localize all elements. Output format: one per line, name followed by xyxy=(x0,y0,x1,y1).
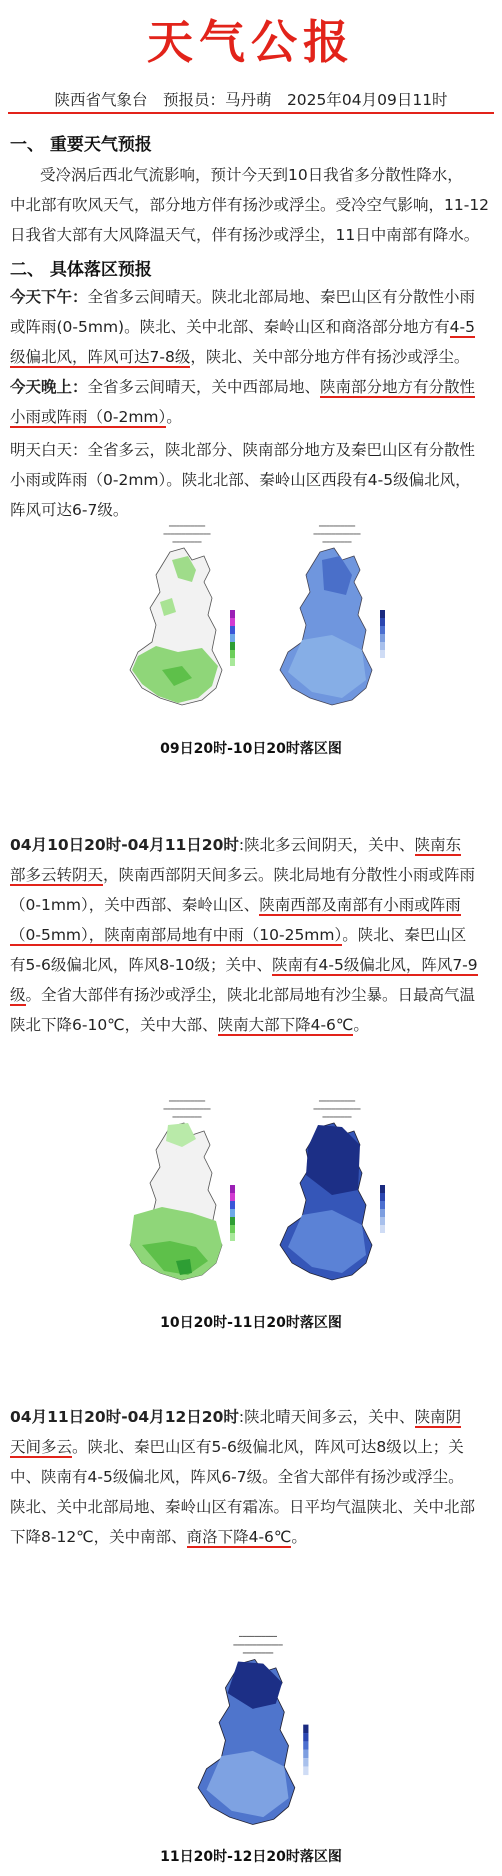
period-label: 04月11日20时-04月12日20时 xyxy=(10,1408,239,1426)
issuer-line: 陕西省气象台 预报员：马丹萌 2025年04月09日11时 xyxy=(54,91,448,109)
highlight-span: 4-5 xyxy=(449,318,475,336)
text-line: 中北部有吹风天气，部分地方伴有扬沙或浮尘。受冷空气影响，11-12 xyxy=(10,196,490,214)
text-span: 或阵雨(0-5mm)。陕北、关中北部、秦岭山区和商洛部分地方有 xyxy=(10,318,450,336)
highlight-span: 陕南大部下降4-6℃ xyxy=(217,1016,354,1034)
svg-text:━━━━━━━━━━━━━: ━━━━━━━━━━━━━ xyxy=(163,1106,211,1113)
highlight-span: 小雨或阵雨（0-2mm） xyxy=(10,408,167,426)
svg-text:━━━━━━━━━━: ━━━━━━━━━━ xyxy=(168,1098,206,1105)
highlight-span: 部多云转阴天 xyxy=(10,866,104,884)
text-line: 小雨或阵雨（0-2mm）。陕北北部、秦岭山区西段有4-5级偏北风， xyxy=(10,471,471,489)
section-heading-detail: 二、 具体落区预报 xyxy=(10,260,152,280)
text-span: :陕北晴天间多云，关中、 xyxy=(238,1408,415,1426)
highlight-span: 级 xyxy=(10,986,26,1004)
text-span: 。全省大部伴有扬沙或浮尘，陕北北部局地有沙尘暴。日最高气温 xyxy=(25,986,476,1004)
svg-text:━━━━━━━━: ━━━━━━━━ xyxy=(172,1114,202,1121)
svg-text:━━━━━━━━━━: ━━━━━━━━━━ xyxy=(318,1098,356,1105)
section-heading-key-forecast: 一、 重要天气预报 xyxy=(10,135,152,155)
svg-text:━━━━━━━━━━━━━: ━━━━━━━━━━━━━ xyxy=(313,531,361,538)
highlight-span: 陕南部分地方有分散性 xyxy=(320,378,476,396)
divider-top xyxy=(8,112,494,114)
highlight-span: （0-5mm）， xyxy=(10,926,105,944)
svg-text:━━━━━━━━━━: ━━━━━━━━━━ xyxy=(168,523,206,530)
text-span: 。 xyxy=(353,1016,369,1034)
svg-text:━━━━━━━━━━━━━: ━━━━━━━━━━━━━ xyxy=(313,1106,361,1113)
map-caption-day2: 10日20时-11日20时落区图 xyxy=(160,1315,342,1331)
text-span: 。 xyxy=(166,408,182,426)
key-forecast-text xyxy=(10,160,492,250)
period-label: 今天下午： xyxy=(10,288,88,306)
map-caption-day1: 09日20时-10日20时落区图 xyxy=(160,741,342,757)
rain-map-day2 xyxy=(112,1095,262,1290)
svg-text:━━━━━━━━━━: ━━━━━━━━━━ xyxy=(318,523,356,530)
period-label: 04月10日20时-04月11日20时 xyxy=(10,836,239,854)
wind-map-day1 xyxy=(262,520,412,715)
svg-text:━━━━━━━━: ━━━━━━━━ xyxy=(172,539,202,546)
period-label: 今天晚上： xyxy=(10,378,88,396)
text-line: 明天白天：全省多云，陕北部分、陕南部分地方及秦巴山区有分散性 xyxy=(10,441,476,459)
map-caption-day3: 11日20时-12日20时落区图 xyxy=(160,1849,342,1865)
text-line: 阵风可达6-7级。 xyxy=(10,501,129,519)
svg-text:━━━━━━━━: ━━━━━━━━ xyxy=(322,1114,352,1121)
text-span: ，陕南西部阴天间多云。 xyxy=(103,866,274,884)
rain-map-day1 xyxy=(112,520,262,715)
text-span: :陕北多云间阴天，关中、 xyxy=(238,836,415,854)
forecast-apr11-apr12 xyxy=(10,1402,492,1552)
highlight-span: 陕南阴 xyxy=(414,1408,462,1426)
svg-text:━━━━━━━━━━: ━━━━━━━━━━ xyxy=(239,1633,277,1641)
text-span: 陕北下降6-10℃，关中大部、 xyxy=(10,1016,218,1034)
forecast-tonight xyxy=(10,372,492,432)
text-span: 下降8-12℃，关中南部、 xyxy=(10,1528,187,1546)
svg-text:━━━━━━━━━━━━━: ━━━━━━━━━━━━━ xyxy=(163,531,211,538)
svg-text:━━━━━━━━: ━━━━━━━━ xyxy=(242,1650,274,1658)
svg-text:━━━━━━━━: ━━━━━━━━ xyxy=(322,539,352,546)
highlight-span: 陕南南部局地有中雨（10-25mm） xyxy=(104,926,343,944)
highlight-span: 陕南东 xyxy=(414,836,462,854)
text-span: 全省多云间晴天，关中西部局地、 xyxy=(87,378,321,396)
forecast-this-afternoon xyxy=(10,282,492,372)
wind-map-day2 xyxy=(262,1095,412,1290)
text-span: 全省多云间晴天。陕北北部局地、秦巴山区有分散性小雨 xyxy=(87,288,476,306)
forecast-tomorrow-daytime xyxy=(10,435,492,525)
text-span: 。陕北、秦巴山区 xyxy=(342,926,467,944)
text-line: 陕北、关中北部局地、秦岭山区有霜冻。日平均气温陕北、关中北部 xyxy=(10,1498,476,1516)
text-line: 中、陕南有4-5级偏北风，阵风6-7级。全省大部伴有扬沙或浮尘。 xyxy=(10,1468,464,1486)
highlight-span: 级偏北风，阵风可达7-8级 xyxy=(10,348,191,366)
text-span: 。 xyxy=(291,1528,307,1546)
text-span: （0-1mm），关中西部、秦岭山区、 xyxy=(10,896,260,914)
svg-text:━━━━━━━━━━━━━: ━━━━━━━━━━━━━ xyxy=(233,1641,283,1649)
text-span: 有5-6级偏北风，阵风8-10级；关中、 xyxy=(10,956,272,974)
text-span: 陕北局地有分散性小雨或阵雨 xyxy=(273,866,476,884)
text-span: 。陕北、秦巴山区有5-6级偏北风，阵风可达8级以上；关 xyxy=(72,1438,464,1456)
text-line: 受冷涡后西北气流影响，预计今天到10日我省多分散性降水， xyxy=(40,166,463,184)
highlight-span: 陕南有4-5级偏北风，阵风7-9 xyxy=(272,956,478,974)
forecast-apr10-apr11 xyxy=(10,830,492,1040)
highlight-span: 陕南西部及南部有小雨或阵雨 xyxy=(259,896,461,914)
highlight-span: 商洛下降4-6℃ xyxy=(186,1528,292,1546)
text-line: 日我省大部有大风降温天气，伴有扬沙或浮尘，11日中南部有降水。 xyxy=(10,226,480,244)
text-span: ，陕北、关中部分地方伴有扬沙或浮尘。 xyxy=(190,348,470,366)
bulletin-title: 天气公报 xyxy=(147,15,355,69)
wind-map-day3 xyxy=(178,1630,338,1835)
highlight-span: 天间多云 xyxy=(10,1438,73,1456)
